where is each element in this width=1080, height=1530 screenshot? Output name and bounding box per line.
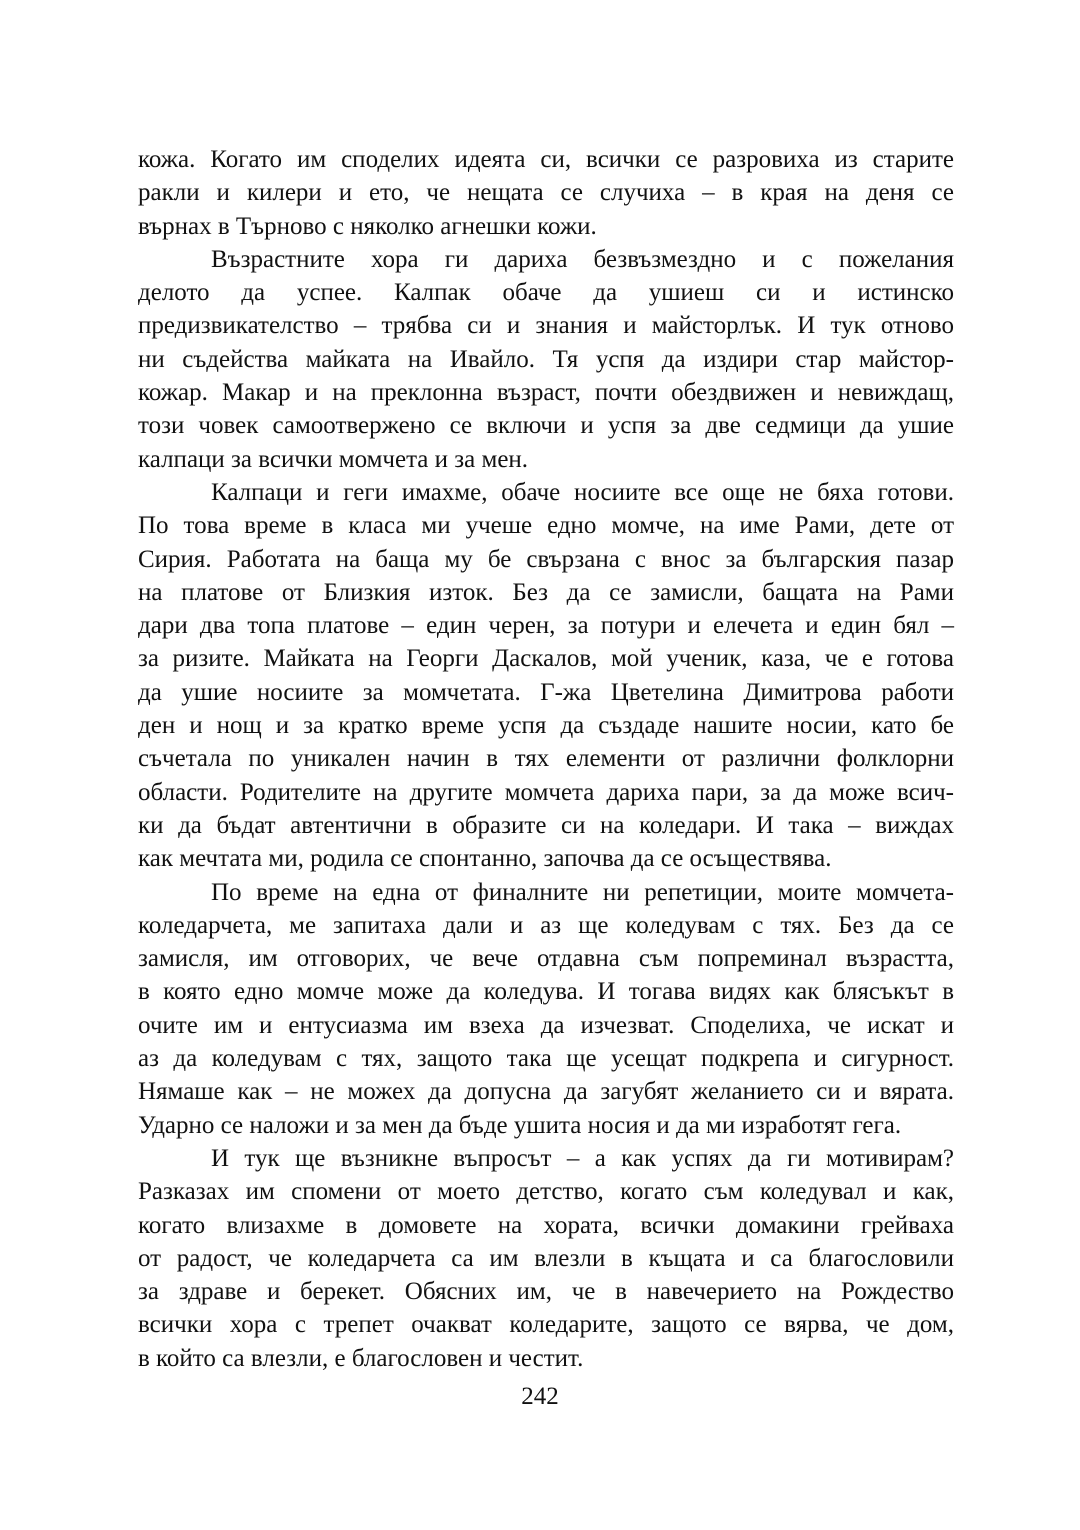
text-line: дари два топа платове – един черен, за потури и елечета и един бял – — [138, 612, 954, 640]
text-line: на платове от Близкия изток. Без да се замисли, бащата на Рами — [138, 578, 954, 606]
text-line: от радост, че коледарчета са им влезли в къщата и са благословили — [138, 1244, 954, 1272]
text-line: как мечтата ми, родила се спонтанно, започва да се осъществява. — [138, 845, 832, 873]
text-line: И тук ще възникне въпросът – а как успях да ги мотивирам? — [211, 1144, 954, 1172]
page-body — [138, 143, 954, 1375]
text-line: кожа. Когато им споделих идеята си, всички се разровиха из старите — [138, 146, 954, 173]
text-line: Нямаше как – не можех да допусна да загубят желанието си и вярата. — [138, 1078, 954, 1106]
text-line: в който са влезли, е благословен и честит. — [138, 1344, 584, 1372]
paragraph — [138, 243, 954, 476]
text-line: Разказах им спомени от моето детство, когато съм коледувал и как, — [138, 1178, 954, 1206]
text-line: в която едно момче може да коледува. И тогава видях как блясъкът в — [138, 978, 954, 1006]
text-line: области. Родителите на другите момчета дариха пари, за да може всич- — [138, 778, 954, 806]
text-line: аз да коледувам с тях, защото така ще усещат подкрепа и сигурност. — [138, 1045, 954, 1073]
text-line: ки да бъдат автентични в образите си на коледари. И така – виждах — [138, 811, 954, 839]
paragraph — [138, 1142, 954, 1375]
text-line: очите им и ентусиазма им взеха да изчезват. Споделиха, че искат и — [138, 1011, 954, 1039]
paragraph — [138, 876, 954, 1142]
page-number: 242 — [521, 1383, 559, 1410]
text-line: този човек самоотвержено се включи и успя за две седмици да ушие — [138, 412, 954, 440]
text-line: кожар. Макар и на преклонна възраст, почти обездвижен и невиждащ, — [138, 379, 954, 407]
text-line: Ударно се наложи и за мен да бъде ушита носия и да ми изработят гега. — [138, 1111, 902, 1139]
paragraph — [138, 476, 954, 876]
text-line: за ризите. Майката на Георги Даскалов, мой ученик, каза, че е готова — [138, 645, 954, 673]
text-line: Възрастните хора ги дариха безвъзмездно и с пожелания — [211, 245, 954, 273]
text-line: делото да успее. Калпак обаче да ушиеш си и истинско — [138, 279, 954, 307]
text-line: всички хора с трепет очакват коледарите, защото се вярва, че дом, — [138, 1311, 954, 1339]
text-line: съчетала по уникален начин в тях елементи от различни фолклорни — [138, 745, 954, 773]
text-line: замисля, им отговорих, че вече отдавна съм попреминал възрастта, — [138, 945, 954, 973]
text-line: По време на една от финалните ни репетиции, моите момчета- — [211, 878, 954, 906]
text-line: върнах в Търново с няколко агнешки кожи. — [138, 212, 597, 240]
text-line: предизвикателство – трябва си и знания и майсторлък. И тук отново — [138, 312, 954, 340]
text-line: ден и нощ и за кратко време успя да създаде нашите носии, като бе — [138, 712, 954, 740]
text-line: Калпаци и геги имахме, обаче носиите все още не бяха готови. — [211, 478, 954, 506]
paragraph — [138, 143, 954, 243]
text-line: когато влизахме в домовете на хората, всички домакини грейваха — [138, 1211, 954, 1239]
text-line: ракли и килери и ето, че нещата се случиха – в края на деня се — [138, 179, 954, 207]
text-line: за здраве и берекет. Обясних им, че в навечерието на Рождество — [138, 1278, 954, 1306]
text-line: Сирия. Работата на баща му бе свързана с внос за българския пазар — [138, 545, 954, 573]
text-line: калпаци за всички момчета и за мен. — [138, 445, 529, 473]
text-line: да ушие носиите за момчетата. Г-жа Цветелина Димитрова работи — [138, 678, 954, 706]
text-line: коледарчета, ме запитаха дали и аз ще коледувам с тях. Без да се — [138, 911, 954, 939]
text-line: ни съдейства майката на Ивайло. Тя успя да издири стар майстор- — [138, 345, 954, 373]
text-line: По това време в класа ми учеше едно момче, на име Рами, дете от — [138, 512, 954, 540]
